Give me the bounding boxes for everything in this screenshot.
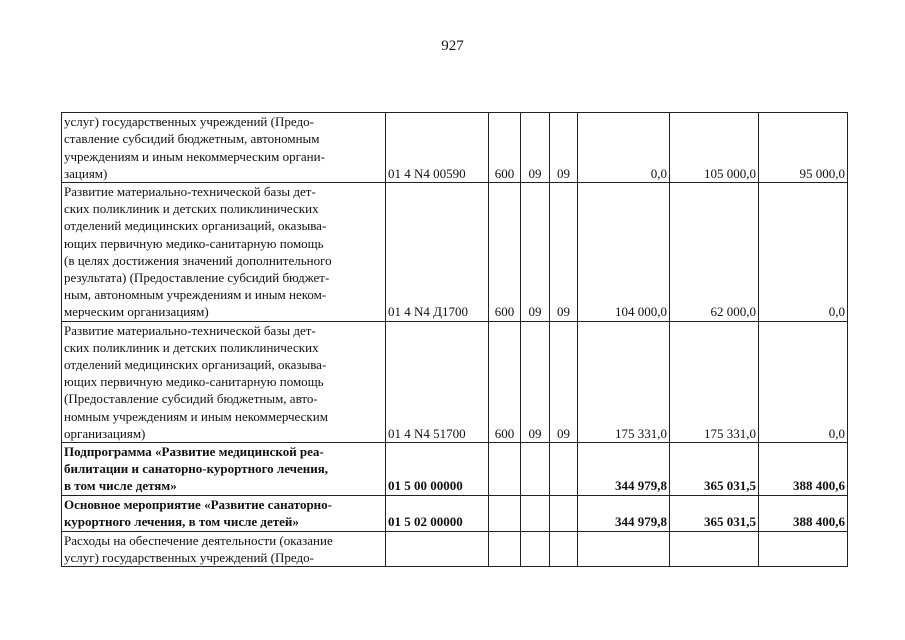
row-name-line: зациям): [64, 165, 108, 181]
row-name-line: ным, автономным учреждениям и иным неком-: [64, 287, 327, 303]
expense-type-cell: 600: [489, 321, 521, 442]
row-name-cell: [62, 321, 386, 442]
amount-year2-cell: 365 031,5: [670, 443, 759, 496]
section-cell: [521, 531, 550, 566]
section-cell: 09: [521, 321, 550, 442]
row-name-line: ских поликлиник и детских поликлинических: [64, 201, 319, 217]
section-cell: 09: [521, 113, 550, 183]
section-cell: [521, 495, 550, 531]
amount-year3-cell: 0,0: [759, 183, 848, 322]
table-row: [62, 113, 848, 183]
row-name-cell: [62, 113, 386, 183]
row-name-line: Развитие материально-технической базы дет-: [64, 322, 316, 338]
amount-year3-cell: 0,0: [759, 321, 848, 442]
expense-type-cell: [489, 495, 521, 531]
subsection-cell: 09: [550, 183, 578, 322]
expense-type-cell: [489, 531, 521, 566]
amount-year1-cell: 104 000,0: [578, 183, 670, 322]
csr-code-cell: 01 5 02 00000: [386, 495, 489, 531]
row-name-line: курортного лечения, в том числе детей»: [64, 514, 299, 530]
amount-year3-cell: 388 400,6: [759, 443, 848, 496]
row-name-line: мерческим организациям): [64, 304, 209, 320]
row-name-line: Расходы на обеспечение деятельности (оказание: [64, 532, 333, 548]
amount-year1-cell: 0,0: [578, 113, 670, 183]
amount-year3-cell: 388 400,6: [759, 495, 848, 531]
csr-code-cell: 01 4 N4 51700: [386, 321, 489, 442]
table-row: [62, 443, 848, 496]
row-name-line: услуг) государственных учреждений (Предо-: [64, 114, 314, 130]
row-name-cell: [62, 531, 386, 566]
row-name-line: отделений медицинских организаций, оказыва-: [64, 357, 327, 373]
budget-table: [61, 112, 848, 567]
amount-year2-cell: 365 031,5: [670, 495, 759, 531]
table-row: [62, 321, 848, 442]
row-name-line: Основное мероприятие «Развитие санаторно-: [64, 497, 332, 513]
row-name-line: услуг) государственных учреждений (Предо-: [64, 549, 314, 565]
row-name-line: организациям): [64, 425, 146, 441]
row-name-line: номным учреждениям и иным некоммерческим: [64, 408, 328, 424]
row-name-cell: [62, 183, 386, 322]
subsection-cell: 09: [550, 321, 578, 442]
page-number: 927: [441, 38, 464, 54]
row-name-cell: [62, 495, 386, 531]
subsection-cell: 09: [550, 113, 578, 183]
amount-year2-cell: 105 000,0: [670, 113, 759, 183]
amount-year3-cell: [759, 531, 848, 566]
row-name-line: учреждениям и иным некоммерческим органи-: [64, 148, 325, 164]
section-cell: 09: [521, 183, 550, 322]
subsection-cell: [550, 443, 578, 496]
row-name-line: результата) (Предоставление субсидий бюджет-: [64, 270, 330, 286]
csr-code-cell: 01 4 N4 Д1700: [386, 183, 489, 322]
row-name-line: отделений медицинских организаций, оказыва-: [64, 218, 327, 234]
amount-year1-cell: 344 979,8: [578, 443, 670, 496]
amount-year1-cell: [578, 531, 670, 566]
expense-type-cell: 600: [489, 183, 521, 322]
amount-year1-cell: 344 979,8: [578, 495, 670, 531]
amount-year1-cell: 175 331,0: [578, 321, 670, 442]
section-cell: [521, 443, 550, 496]
table-row: [62, 531, 848, 566]
row-name-line: ющих первичную медико-санитарную помощь: [64, 235, 324, 251]
expense-type-cell: [489, 443, 521, 496]
amount-year2-cell: 175 331,0: [670, 321, 759, 442]
row-name-cell: [62, 443, 386, 496]
row-name-line: ставление субсидий бюджетным, автономным: [64, 131, 320, 147]
csr-code-cell: 01 5 00 00000: [386, 443, 489, 496]
table-row: [62, 183, 848, 322]
amount-year3-cell: 95 000,0: [759, 113, 848, 183]
row-name-line: Развитие материально-технической базы дет-: [64, 184, 316, 199]
row-name-line: Подпрограмма «Развитие медицинской реа-: [64, 444, 324, 460]
row-name-line: ских поликлиник и детских поликлинических: [64, 339, 319, 355]
subsection-cell: [550, 495, 578, 531]
row-name-line: ющих первичную медико-санитарную помощь: [64, 374, 324, 390]
row-name-line: билитации и санаторно-курортного лечения,: [64, 461, 329, 477]
table-row: [62, 495, 848, 531]
row-name-line: в том числе детям»: [64, 478, 177, 494]
csr-code-cell: [386, 531, 489, 566]
expense-type-cell: 600: [489, 113, 521, 183]
subsection-cell: [550, 531, 578, 566]
csr-code-cell: 01 4 N4 00590: [386, 113, 489, 183]
amount-year2-cell: 62 000,0: [670, 183, 759, 322]
row-name-line: (Предоставление субсидий бюджетным, авто-: [64, 391, 318, 407]
row-name-line: (в целях достижения значений дополнительного: [64, 252, 332, 268]
amount-year2-cell: [670, 531, 759, 566]
